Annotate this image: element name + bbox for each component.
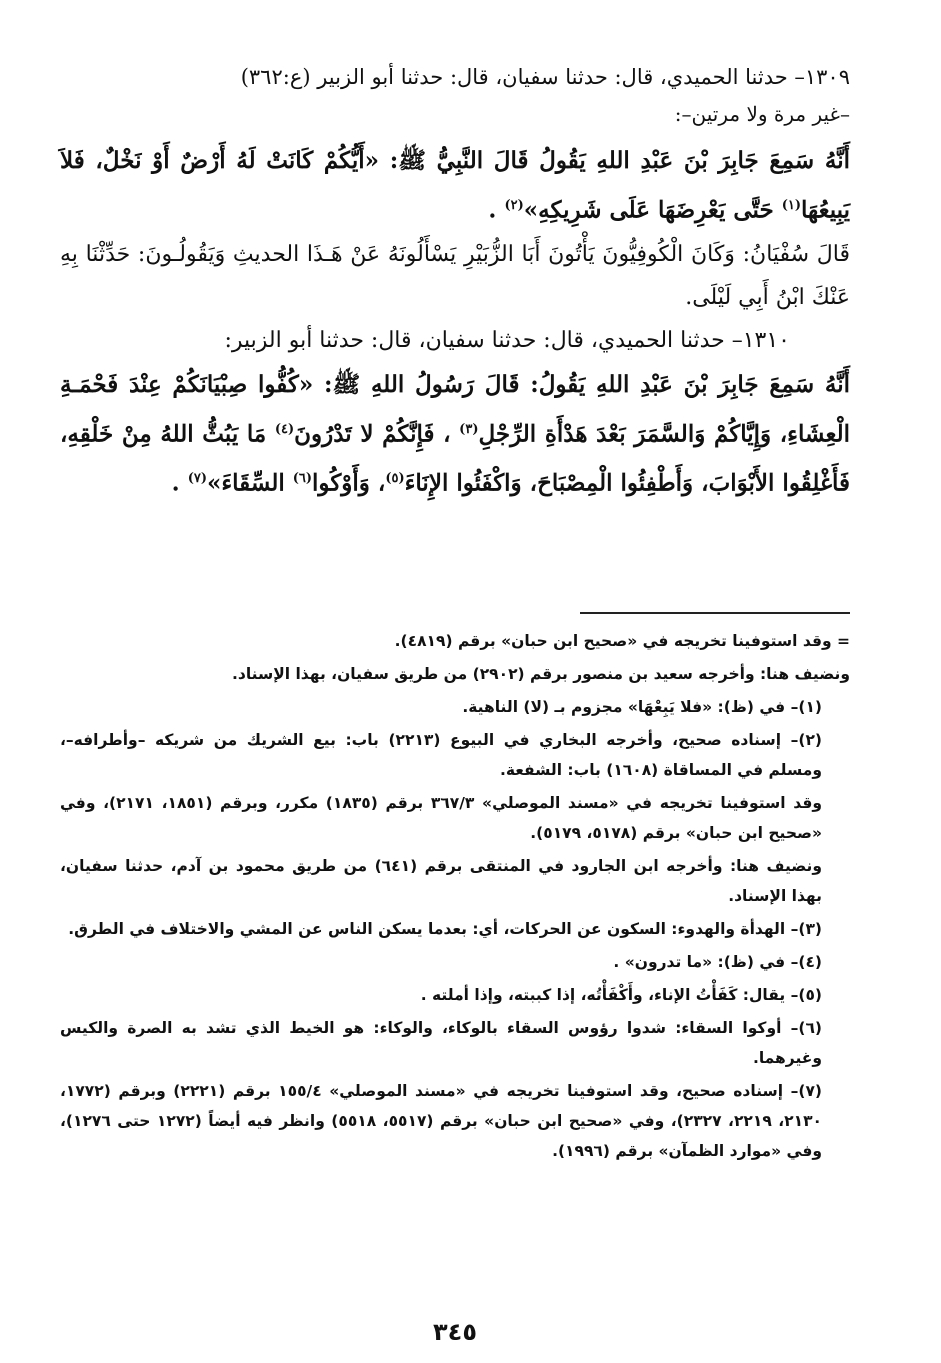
hadith-1310-header: ١٣١٠– حدثنا الحميدي، قال: حدثنا سفيان، قال: حدثنا أبو الزبير: bbox=[224, 327, 790, 353]
matn-part: ، فَإِنَّكُمْ لا تَدْرُونَ bbox=[294, 420, 460, 448]
sufyan-line-1: قَالَ سُفْيَانُ: وَكَانَ الْكُوفِيُّونَ يَأْتُونَ أَبَا الزُّبَيْرِ يَسْأَلُونَهُ عَنْ هَـذَا الحديثِ وَيَقُولُـونَ: bbox=[137, 241, 850, 267]
footnote-separator bbox=[580, 612, 850, 614]
matn-part: . bbox=[171, 469, 188, 497]
footnote-paragraph: ونضيف هنا: وأخرجه سعيد بن منصور برقم (٢٩٠٢) من طريق سفيان، بهذا الإسناد. bbox=[231, 665, 850, 683]
footnote-4: (٤)– في (ظ): «ما تدرون» . bbox=[613, 953, 822, 971]
footnote-7: (٧)– إسناده صحيح، وقد استوفينا تخريجه في «مسند الموصلي» ١٥٥/٤ برقم (٢٢٢١) وبرقم (١٧٧٢، ٢١٣٠، ٢٢١٩، ٢٣٢٧)، وفي «صحيح ابن حبان» برقم (٥٥١٧، ٥٥١٨) وانظر فيه أيضاً (١٢٧٢ حتى ١٢٧٦)، وفي «موارد الظمآن» برقم (١٩٩٦). bbox=[60, 1082, 822, 1160]
matn-part: أَنَّهُ سَمِعَ جَابِرَ بْنَ عَبْدِ اللهِ يَقُولُ قَالَ النَّبِيُّ ﷺ: «أَيُّكُمْ كَانَتْ لَهُ أَرْضٌ أَوْ نَخْلٌ، فَلاَ bbox=[60, 147, 850, 174]
matn-part: فَأَغْلِقُوا الأَبْوَابَ، وَأَطْفِئُوا الْمِصْبَاحَ، وَاكْفَئُوا الإِنَاءَ bbox=[404, 469, 850, 497]
footnote-paragraph: ونضيف هنا: وأخرجه ابن الجارود في المنتقى برقم (٦٤١) من طريق محمود بن آدم، حدثنا سفيان، بهذا الإسناد. bbox=[60, 857, 822, 905]
footnote-2: (٢)– إسناده صحيح، وأخرجه البخاري في البيوع (٢٢١٣) باب: بيع الشريك من شريكه –وأطرافه–، ومسلم في المساقاة (١٦٠٨) باب: الشفعة. bbox=[60, 731, 823, 779]
hadith-1309-matn bbox=[60, 138, 850, 233]
matn-part: ، وَأَوْكُوا bbox=[312, 469, 386, 497]
sufyan-comment bbox=[60, 233, 850, 319]
hadith-1309-header: ١٣٠٩– حدثنا الحميدي، قال: حدثنا سفيان، قال: حدثنا أبو الزبير (ع:٣٦٢) bbox=[240, 65, 850, 89]
hadith-1310-matn bbox=[60, 362, 850, 506]
matn-part: الْعِشَاءِ، وَإِيَّاكُمْ وَالسَّمَرَ بَعْدَ هَدْأَةِ الرِّجْلِ bbox=[478, 420, 850, 448]
footnote-ref-2: (٢) bbox=[504, 198, 524, 213]
footnote-ref-7: (٧) bbox=[187, 471, 207, 487]
matn-part: مَا يَبُثُّ اللهُ مِنْ خَلْقِهِ، bbox=[60, 420, 275, 448]
footnote-ref-5: (٥) bbox=[385, 471, 405, 487]
sufyan-line-2: حَدِّثْنَا بِهِ عَنْكَ ابْنُ أَبِي لَيْلَى. bbox=[60, 241, 850, 310]
footnote-1: (١)– في (ظ): «فلا يَبِعْهَا» مجزوم بـ (لا) الناهية. bbox=[462, 698, 822, 716]
matn-part: حَتَّى يَعْرِضَهَا عَلَى شَرِيكِهِ» bbox=[523, 196, 782, 224]
matn-part: يَبِيعُهَا bbox=[801, 196, 850, 224]
footnote-5: (٥)– يقال: كَفَأْتُ الإناء، وأَكْفَأْتُه، إذا كببته، وإذا أملته . bbox=[420, 986, 822, 1004]
page-number: ٣٤٥ bbox=[433, 1318, 477, 1346]
matn-part: أَنَّهُ سَمِعَ جَابِرَ بْنَ عَبْدِ اللهِ يَقُولُ: قَالَ رَسُولُ اللهِ ﷺ: «كُفُّوا صِبْيَانَكُمْ عِنْدَ فَحْمَـةِ bbox=[60, 370, 850, 398]
footnote-6: (٦)– أوكوا السقاء: شدوا رؤوس السقاء بالوكاء، والوكاء: هو الخيط الذي تشد به الصرة والكيس وغيرهما. bbox=[60, 1019, 822, 1067]
hadith-1309-header-cont: –غير مرة ولا مرتين–: bbox=[674, 102, 850, 126]
footnote-ref-4: (٤) bbox=[274, 421, 295, 437]
main-text bbox=[60, 60, 850, 506]
matn-part: السِّقَاءَ» bbox=[206, 469, 293, 497]
matn-part: . bbox=[488, 196, 505, 224]
footnote-paragraph: = وقد استوفينا تخريجه في «صحيح ابن حبان» برقم (٤٨١٩). bbox=[394, 632, 850, 650]
footnote-ref-6: (٦) bbox=[292, 471, 313, 487]
footnote-paragraph: وقد استوفينا تخريجه في «مسند الموصلي» ٣٦٧/٣ برقم (١٨٣٥) مكرر، وبرقم (١٨٥١، ٢١٧١)، وفي «صحيح ابن حبان» برقم (٥١٧٨، ٥١٧٩). bbox=[60, 794, 822, 842]
footnote-ref-1: (١) bbox=[781, 198, 801, 213]
footnotes bbox=[60, 626, 850, 1169]
book-page bbox=[60, 60, 850, 1346]
footnote-3: (٣)– الهدأة والهدوء: السكون عن الحركات، أي: بعدما يسكن الناس عن المشي والاختلاف في الطرق. bbox=[68, 920, 822, 938]
footnote-ref-3: (٣) bbox=[459, 421, 479, 437]
